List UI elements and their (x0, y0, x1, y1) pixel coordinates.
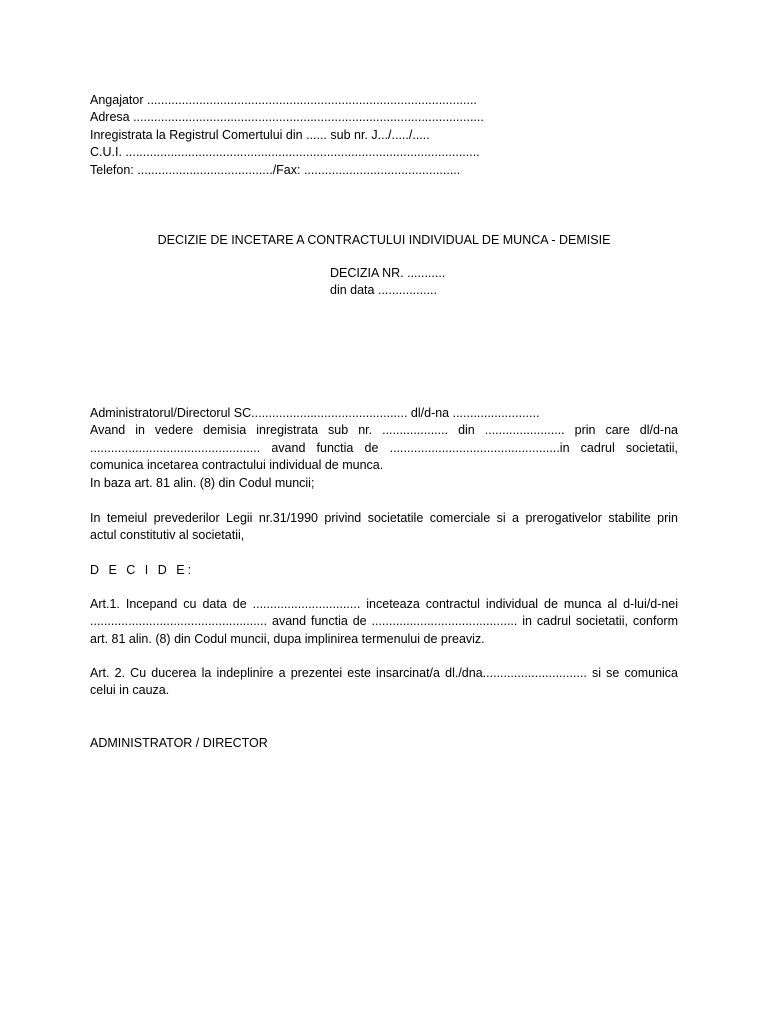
article-2 (90, 665, 678, 700)
article-1 (90, 596, 678, 648)
article-1-line-1: Art.1. Incepand cu data de ............................... inceteaza contractul individual de munca al d-lui/d-nei (90, 597, 678, 611)
decide-heading-block (90, 562, 678, 579)
decision-number: DECIZIA NR. ........... (330, 266, 446, 280)
intro-line-3: ................................................. avand functia de .................................................in cadrul societatii, (90, 440, 678, 455)
decide-heading: D E C I D E: (90, 563, 195, 577)
legal-basis-line-2: actul constitutiv al societatii, (90, 528, 245, 543)
document-title: DECIZIE DE INCETARE A CONTRACTULUI INDIVIDUAL DE MUNCA - DEMISIE (157, 233, 611, 247)
employer-line: Angajator ............................................................................................... (90, 93, 477, 107)
signature-title: ADMINISTRATOR / DIRECTOR (90, 736, 268, 750)
phone-fax-line: Telefon: ......................................./Fax: ............................................. (90, 162, 461, 177)
intro-line-1: Administratorul/Directorul SC............................................. dl/d-na ......................... (90, 406, 540, 420)
decision-heading (330, 265, 445, 299)
intro-line-4: comunica incetarea contractului individual de munca. (90, 458, 384, 473)
decision-date: din data ................. (330, 283, 437, 297)
signature-block (90, 735, 678, 752)
article-1-line-3: art. 81 alin. (8) din Codul muncii, dupa implinirea termenului de preaviz. (90, 631, 485, 646)
paragraph-legal-basis (90, 510, 678, 545)
article-1-line-2: ................................................... avand functia de .......................................... in cadrul societatii, conform (90, 614, 678, 629)
legal-basis-line-1: In temeiul prevederilor Legii nr.31/1990 privind societatile comerciale si a prerogativelor stabilite prin (90, 511, 678, 525)
address-line: Adresa ..................................................................................................... (90, 110, 484, 125)
trade-register-line: Inregistrata la Registrul Comertului din ...... sub nr. J.../...../..... (90, 127, 430, 142)
cui-line: C.U.I. ...................................................................................................... (90, 145, 480, 160)
article-2-line-2: celui in cauza. (90, 683, 170, 698)
intro-line-2: Avand in vedere demisia inregistrata sub nr. ................... din ....................... prin care dl/d-na (90, 423, 678, 438)
intro-line-5: In baza art. 81 alin. (8) din Codul muncii; (90, 475, 315, 490)
employer-header (90, 92, 678, 179)
article-2-line-1: Art. 2. Cu ducerea la indeplinire a prezentei este insarcinat/a dl./dna.............................. si se comunica (90, 666, 678, 680)
paragraph-intro (90, 405, 678, 492)
